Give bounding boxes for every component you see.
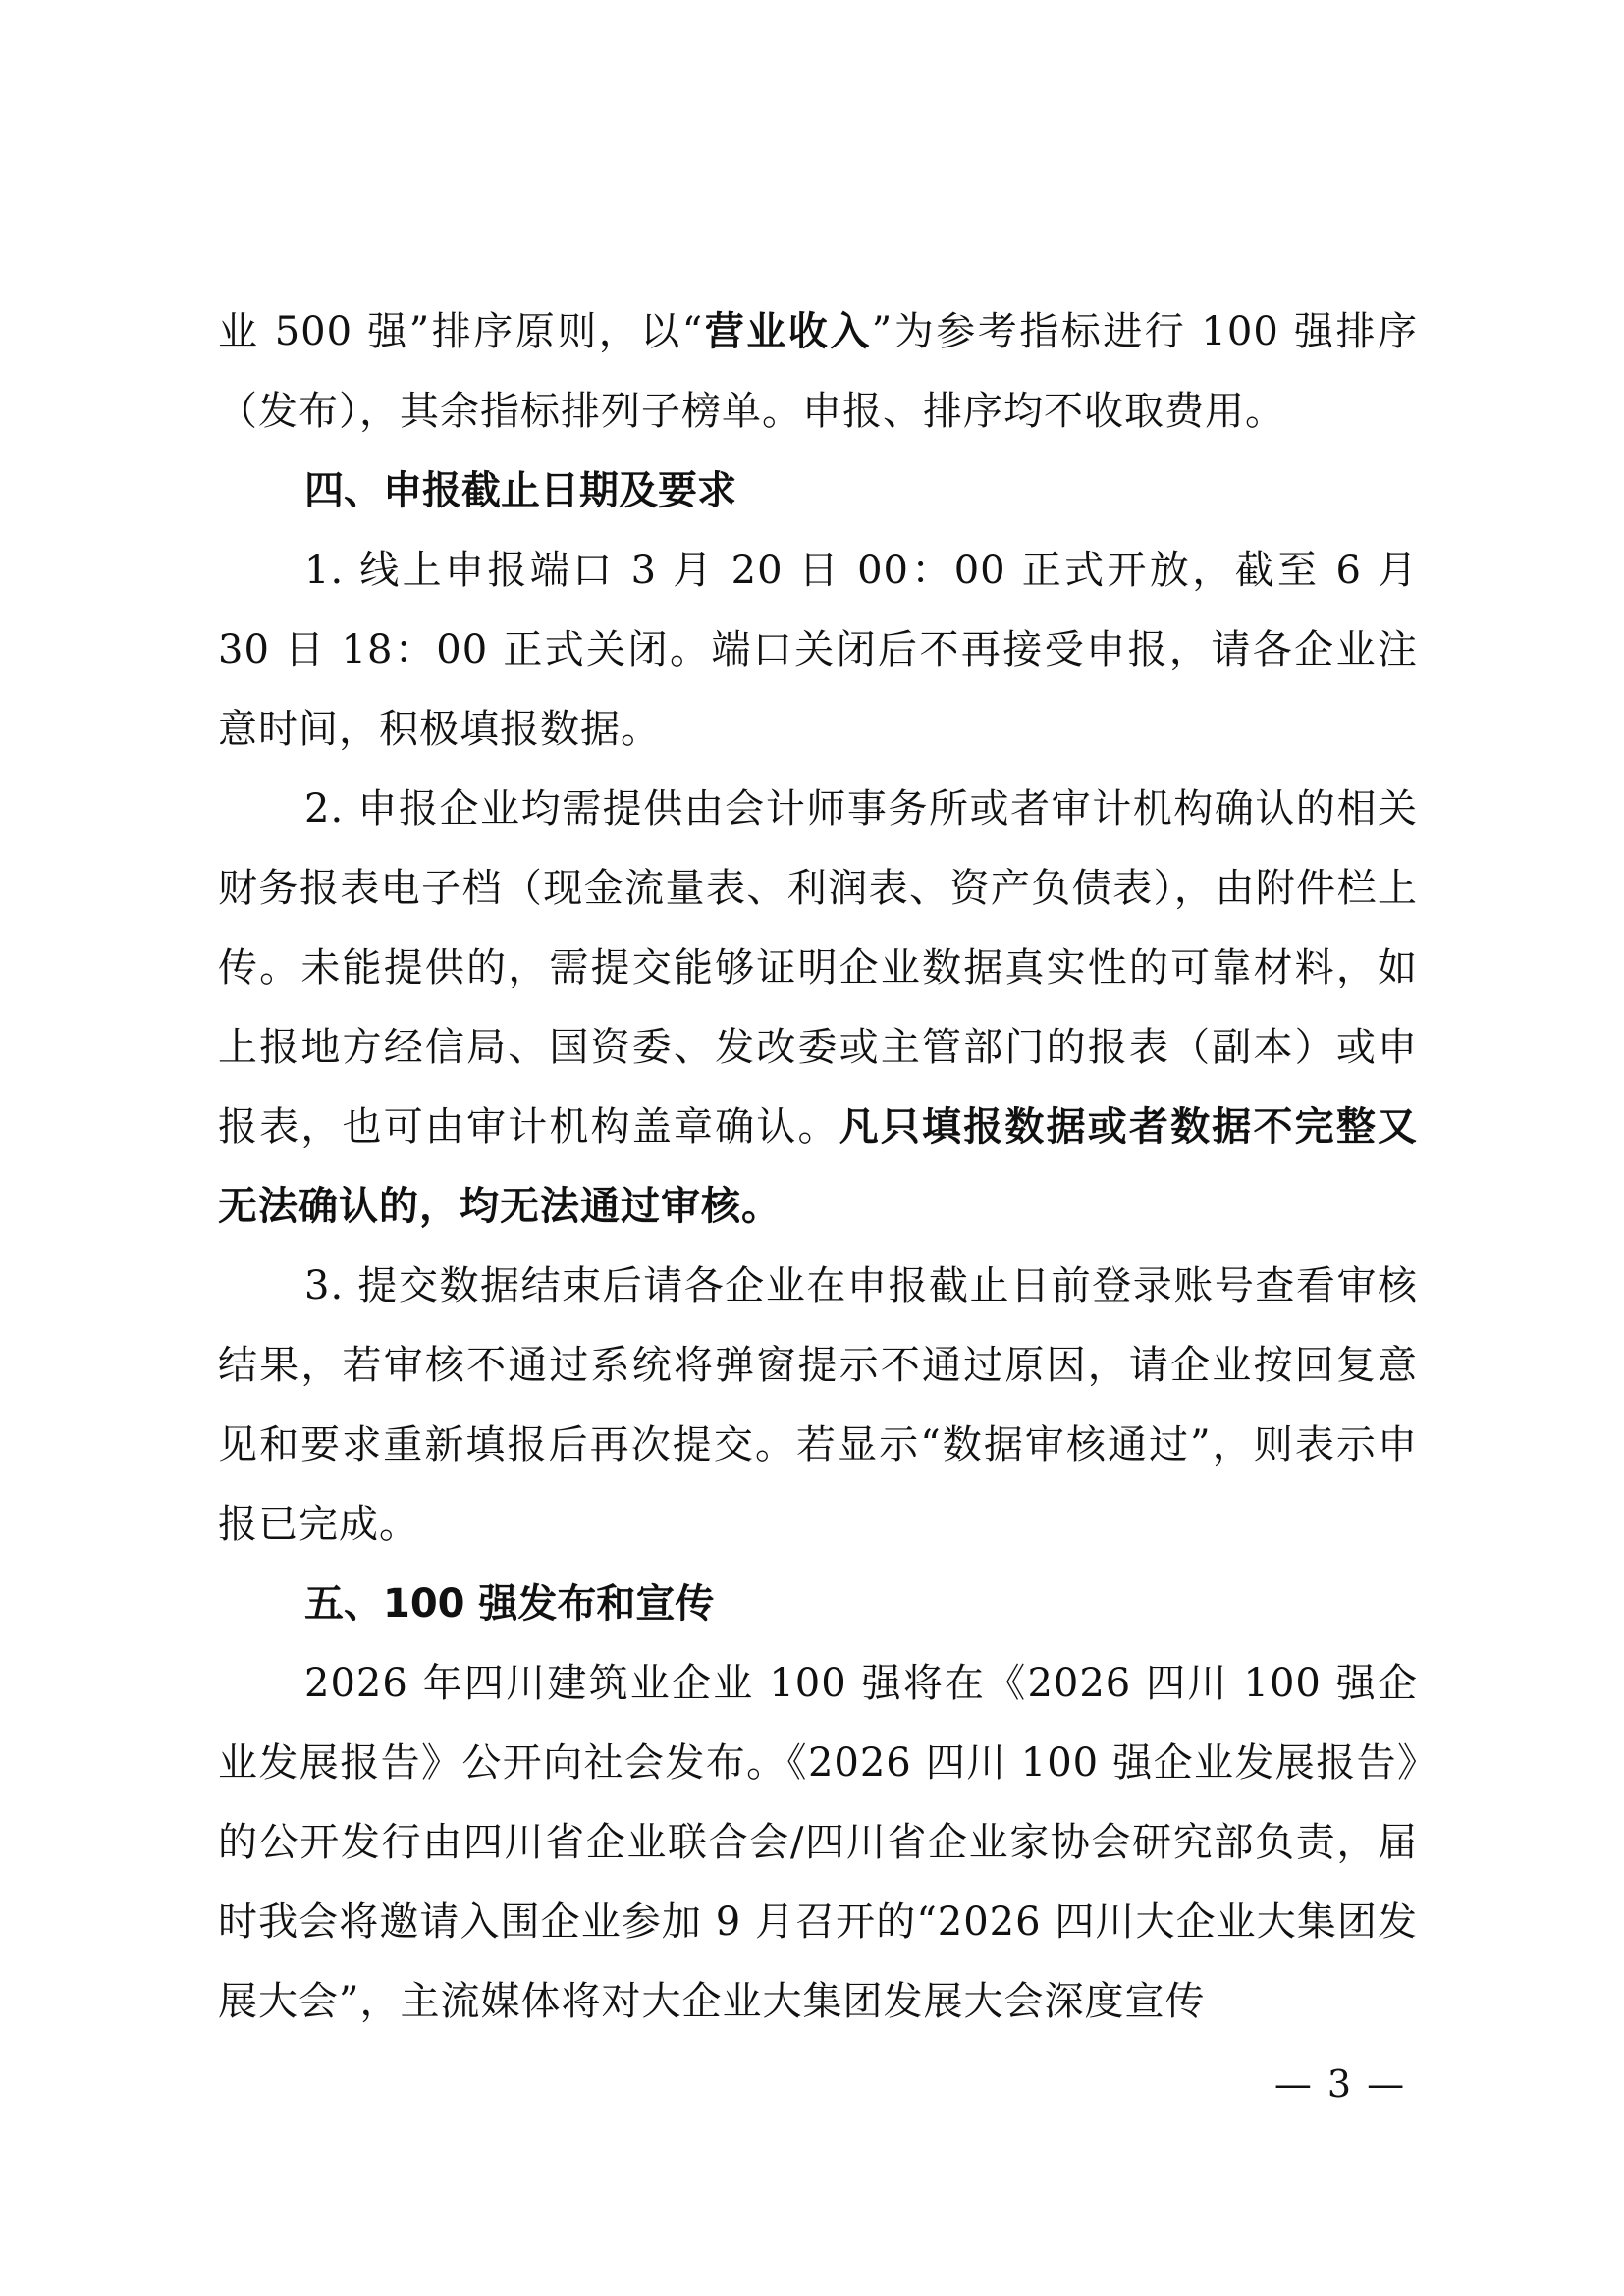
bold-text-revenue: 营业收入 <box>703 309 872 354</box>
page-number: — 3 — <box>1273 2062 1407 2106</box>
bold-text-audit-warning: 凡只填报数据或者数据不完整又无法确认的，均无法通过审核。 <box>218 1104 1419 1229</box>
paragraph-text: ”为参考指标进行 100 强排序（发布），其余指标排列子榜单。申报、排序均不收取费用。 <box>218 309 1418 434</box>
paragraph-text: 业 500 强”排序原则，以“ <box>218 309 704 354</box>
paragraph-online-portal: 1. 线上申报端口 3 月 20 日 00：00 正式开放，截至 6 月 30 日 18：00 正式关闭。端口关闭后不再接受申报，请各企业注意时间，积极填报数据。 <box>218 548 1418 752</box>
paragraph-review-result: 3. 提交数据结束后请各企业在申报截止日前登录账号查看审核结果，若审核不通过系统将弹窗提示不通过原因，请企业按回复意见和要求重新填报后再次提交。若显示“数据审核通过”，则表示申报已完成。 <box>218 1263 1418 1547</box>
paragraph-financial-statements <box>218 770 1418 1247</box>
paragraph-text: 2. 申报企业均需提供由会计师事务所或者审计机构确认的相关财务报表电子档（现金流量表、利润表、资产负债表），由附件栏上传。未能提供的，需提交能够证明企业数据真实性的可靠材料，如上报地方经信局、国资委、发改委或主管部门的报表（副本）或申报表，也可由审计机构盖章确认。 <box>218 786 1418 1149</box>
section-heading-deadline: 四、申报截止日期及要求 <box>304 468 736 513</box>
paragraph-release-promotion: 2026 年四川建筑业企业 100 强将在《2026 四川 100 强企业发展报告》公开向社会发布。《2026 四川 100 强企业发展报告》的公开发行由四川省企业联合会/四川省企业家协会研究部负责，届时我会将邀请入围企业参加 9 月召开的“2026 四川大企业大集团发展大会”，主流媒体将对大企业大集团发展大会深度宣传 <box>218 1661 1418 2024</box>
section-heading-publication: 五、100 强发布和宣传 <box>304 1581 715 1627</box>
paragraph-ranking-principle <box>218 293 1418 452</box>
document-body <box>218 293 1418 2042</box>
